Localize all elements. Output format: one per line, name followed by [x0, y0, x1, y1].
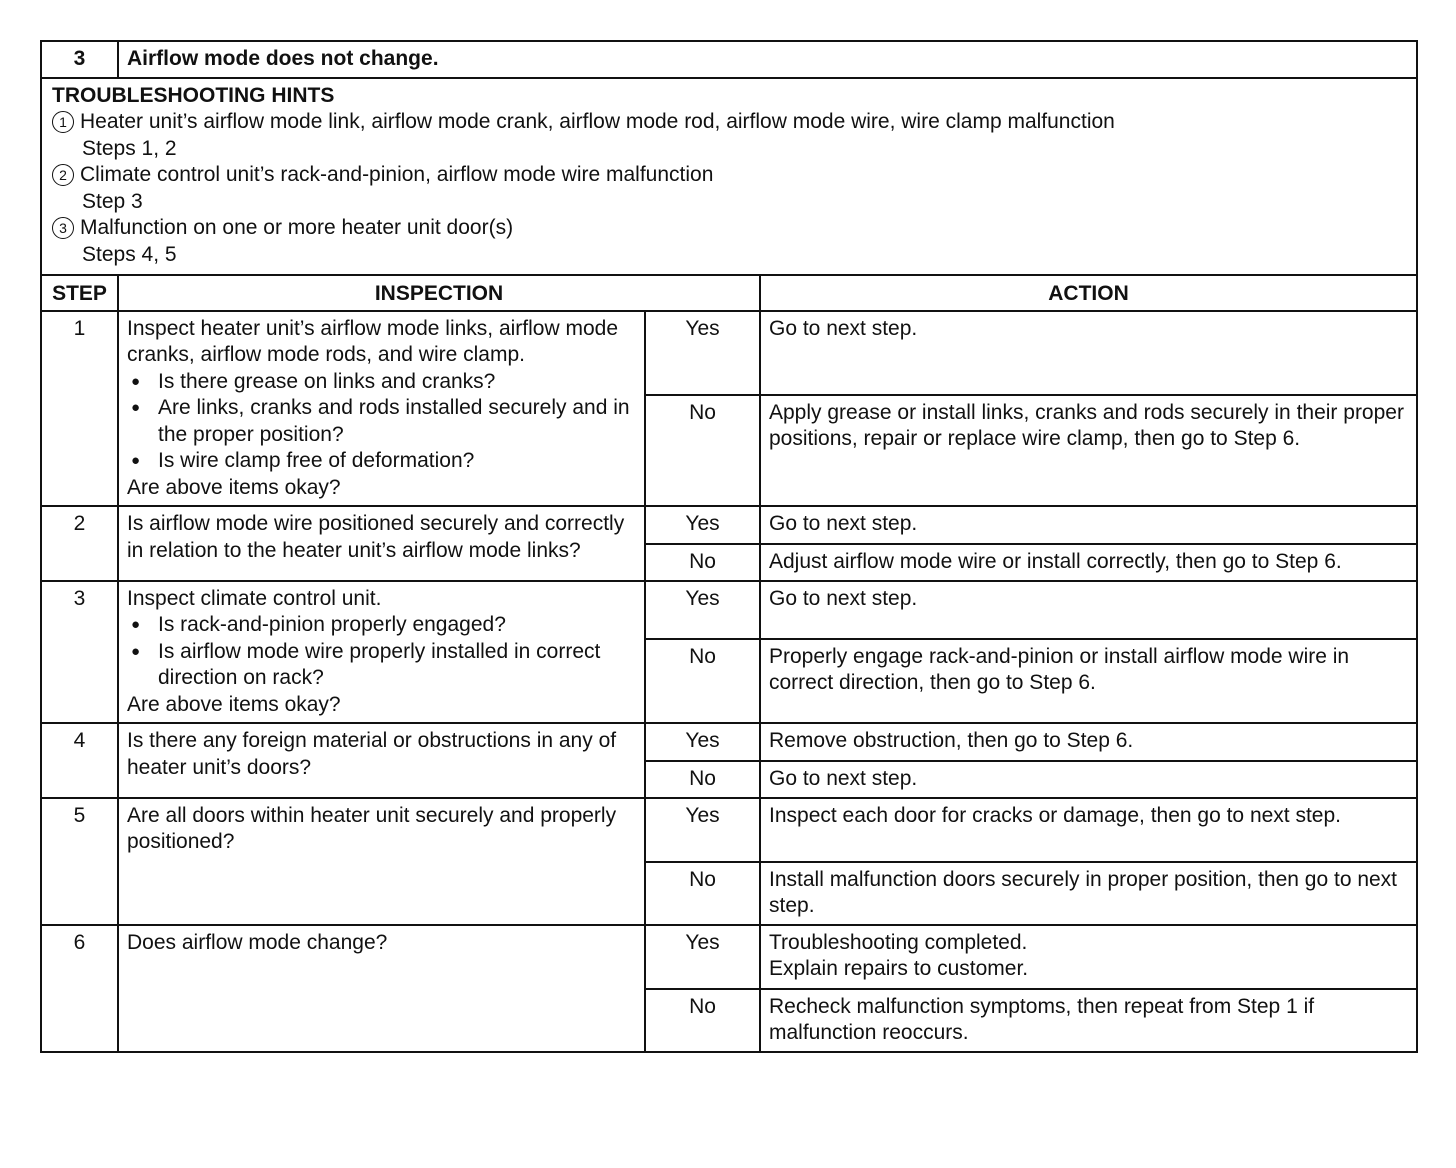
answer-yes: Yes	[645, 798, 760, 862]
inspection-checklist	[127, 612, 636, 692]
column-header-action: ACTION	[760, 275, 1417, 311]
step-row-yes	[41, 506, 1417, 544]
action-yes	[760, 798, 1417, 862]
step-row-yes	[41, 925, 1417, 989]
hint-text: Climate control unit’s rack-and-pinion, airflow mode wire malfunction	[80, 163, 714, 186]
action-text: Install malfunction doors securely in proper position, then go to next step.	[769, 867, 1398, 917]
action-text: Adjust airflow mode wire or install correctly, then go to Step 6.	[769, 550, 1342, 573]
troubleshooting-hints	[41, 78, 1417, 276]
answer-no: No	[645, 761, 760, 798]
action-yes	[760, 506, 1417, 544]
step-number: 4	[41, 723, 118, 798]
hint-text: Heater unit’s airflow mode link, airflow mode crank, airflow mode rod, airflow mode wire, wire clamp malfunction	[80, 110, 1115, 133]
inspection-text: Does airflow mode change?	[127, 930, 388, 954]
hint-text: Malfunction on one or more heater unit door(s)	[80, 216, 514, 239]
answer-no: No	[645, 544, 760, 581]
inspection-checklist	[127, 369, 636, 475]
action-no	[760, 395, 1417, 507]
step-inspection	[118, 925, 645, 1052]
action-text: Explain repairs to customer.	[769, 957, 1029, 980]
action-no	[760, 761, 1417, 798]
inspection-question: Are above items okay?	[127, 692, 341, 716]
step-row-yes	[41, 581, 1417, 639]
circled-number-icon: 3	[52, 217, 74, 239]
step-inspection	[118, 581, 645, 724]
symptom-title: Airflow mode does not change.	[118, 41, 1417, 78]
hint-item	[52, 109, 1408, 136]
action-text: Recheck malfunction symptoms, then repeat from Step 1 if malfunction reoccurs.	[769, 994, 1315, 1044]
step-number: 2	[41, 506, 118, 581]
hints-row	[41, 78, 1417, 276]
circled-number-icon: 1	[52, 111, 74, 133]
action-text: Go to next step.	[769, 767, 918, 790]
answer-no: No	[645, 395, 760, 507]
action-yes	[760, 723, 1417, 761]
step-row-yes	[41, 798, 1417, 862]
action-yes	[760, 581, 1417, 639]
checklist-item: ● Is there grease on links and cranks?	[127, 369, 636, 396]
inspection-text: Is there any foreign material or obstructions in any of heater unit’s doors?	[127, 729, 617, 779]
step-inspection	[118, 311, 645, 507]
action-text: Remove obstruction, then go to Step 6.	[769, 729, 1134, 752]
answer-no: No	[645, 862, 760, 925]
answer-yes: Yes	[645, 723, 760, 761]
hint-steps: Step 3	[82, 189, 143, 213]
action-text: Go to next step.	[769, 316, 918, 340]
step-row-yes	[41, 311, 1417, 395]
action-text: Apply grease or install links, cranks and rods securely in their proper positions, repair or replace wire clamp, then go to Step 6.	[769, 400, 1404, 450]
action-no	[760, 989, 1417, 1052]
column-header-row	[41, 275, 1417, 311]
answer-yes: Yes	[645, 506, 760, 544]
action-yes	[760, 311, 1417, 395]
inspection-text: Is airflow mode wire positioned securely and correctly in relation to the heater unit’s airflow mode links?	[127, 512, 625, 562]
answer-no: No	[645, 639, 760, 724]
step-number: 1	[41, 311, 118, 507]
column-header-inspection: INSPECTION	[118, 275, 760, 311]
inspection-text: Inspect climate control unit.	[127, 586, 382, 610]
troubleshooting-table	[40, 40, 1418, 1053]
action-no	[760, 639, 1417, 724]
column-header-step: STEP	[41, 275, 118, 311]
checklist-item: ● Is wire clamp free of deformation?	[127, 448, 636, 475]
hints-list	[52, 109, 1408, 268]
step-inspection	[118, 723, 645, 798]
step-number: 3	[41, 581, 118, 724]
inspection-text: Inspect heater unit’s airflow mode links, airflow mode cranks, airflow mode rods, and wire clamp.	[127, 316, 619, 366]
hint-item	[52, 162, 1408, 189]
action-text: Go to next step.	[769, 586, 918, 610]
action-yes	[760, 925, 1417, 989]
step-number: 5	[41, 798, 118, 925]
circled-number-icon: 2	[52, 164, 74, 186]
inspection-question: Are above items okay?	[127, 475, 341, 499]
hints-title: TROUBLESHOOTING HINTS	[52, 83, 335, 107]
action-text: Troubleshooting completed.	[769, 930, 1028, 954]
action-text: Properly engage rack-and-pinion or install airflow mode wire in correct direction, then go to Step 6.	[769, 644, 1350, 694]
answer-yes: Yes	[645, 581, 760, 639]
checklist-item: ● Are links, cranks and rods installed securely and in the proper position?	[127, 395, 636, 448]
answer-yes: Yes	[645, 925, 760, 989]
symptom-number: 3	[41, 41, 118, 78]
checklist-item: ● Is airflow mode wire properly installed in correct direction on rack?	[127, 639, 636, 692]
action-text: Go to next step.	[769, 512, 918, 535]
checklist-item: ● Is rack-and-pinion properly engaged?	[127, 612, 636, 639]
hint-item	[52, 215, 1408, 242]
hint-steps: Steps 4, 5	[82, 242, 177, 266]
step-row-yes	[41, 723, 1417, 761]
step-inspection	[118, 506, 645, 581]
answer-no: No	[645, 989, 760, 1052]
action-text: Inspect each door for cracks or damage, then go to next step.	[769, 803, 1341, 827]
header-row	[41, 41, 1417, 78]
step-number: 6	[41, 925, 118, 1052]
hint-steps: Steps 1, 2	[82, 136, 177, 160]
answer-yes: Yes	[645, 311, 760, 395]
step-inspection	[118, 798, 645, 925]
action-no	[760, 544, 1417, 581]
inspection-text: Are all doors within heater unit securely and properly positioned?	[127, 803, 617, 853]
action-no	[760, 862, 1417, 925]
